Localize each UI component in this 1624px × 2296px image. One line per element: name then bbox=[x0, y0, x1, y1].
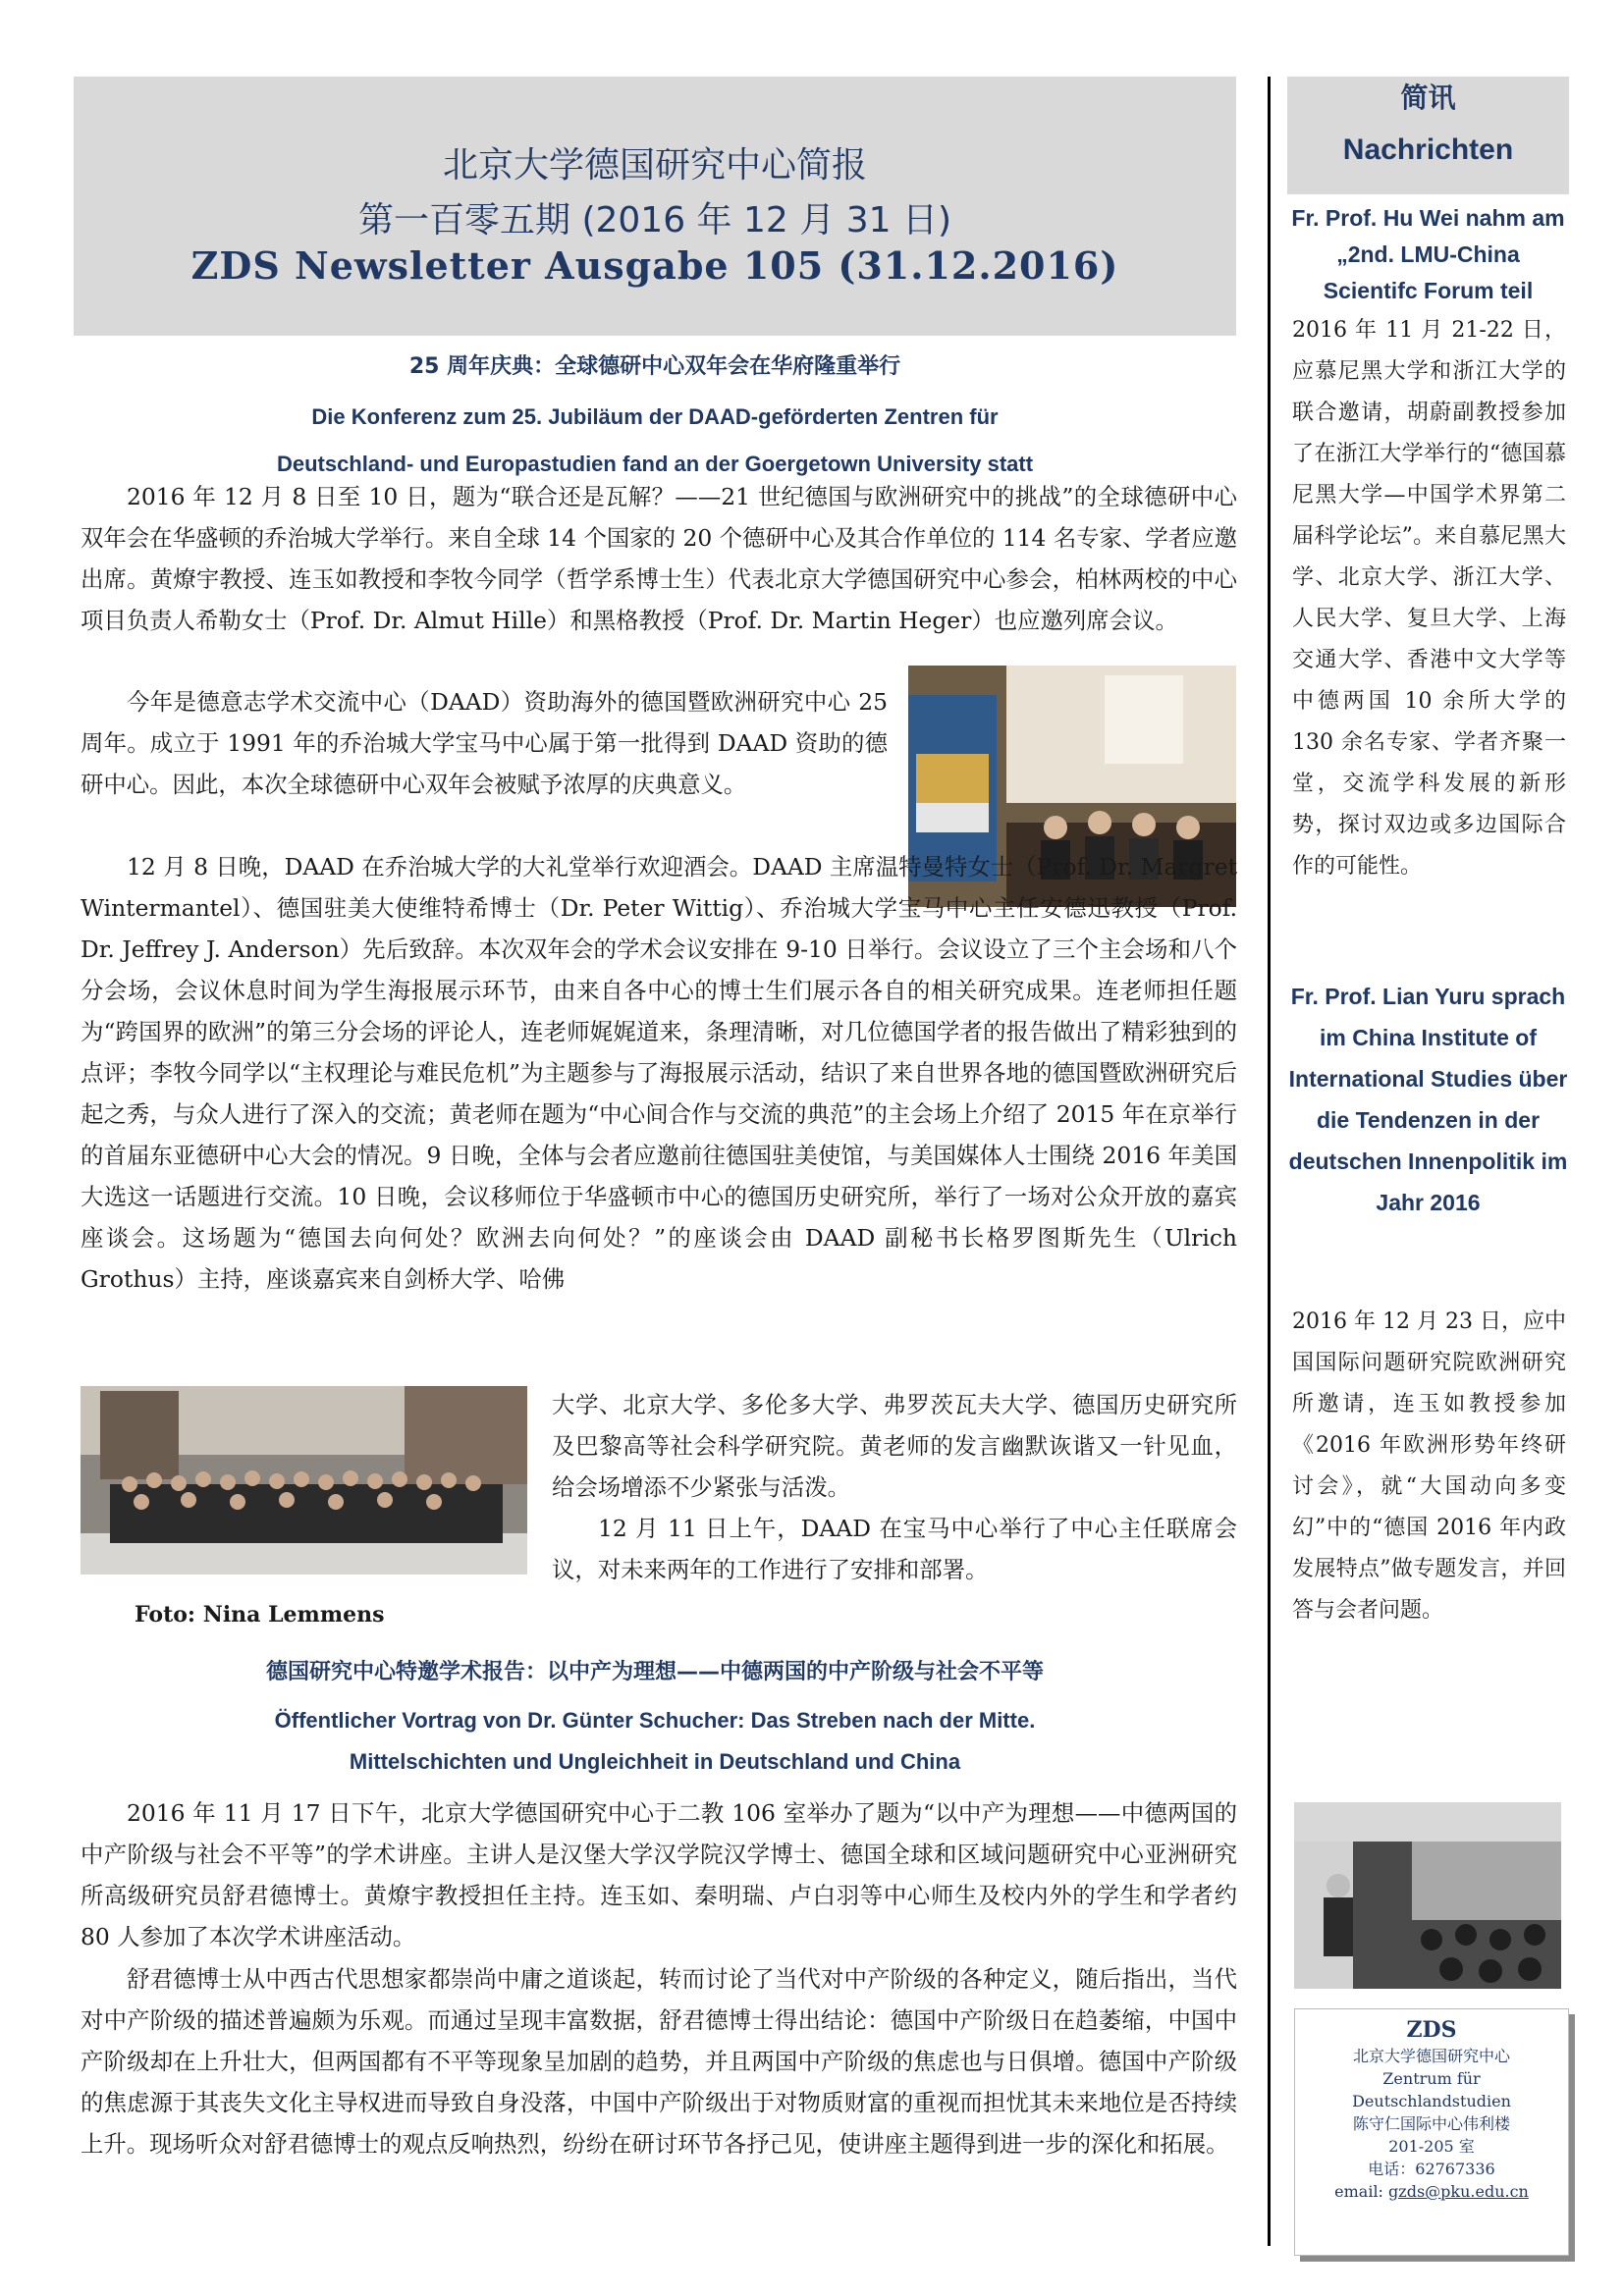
issue-de: ZDS Newsletter Ausgabe 105 (31.12.2016) bbox=[190, 243, 1119, 288]
contact-title: ZDS bbox=[1406, 2017, 1457, 2043]
contact-phone: 电话：62767336 bbox=[1368, 2160, 1495, 2178]
group-photo bbox=[81, 1386, 527, 1575]
photo-caption: Foto: Nina Lemmens bbox=[135, 1602, 385, 1628]
article1-paragraph-1: 2016 年 12 月 8 日至 10 日，题为“联合还是瓦解？——21 世纪德国与欧洲研究中的挑战”的全球德研中心双年会在华盛顿的乔治城大学举行。来自全球 14 个国家的 20 个德研中心及其合作单位的 114 名专家、学者应邀出席。黄燎宇教授、连玉如教授和李牧今同学（哲学系博士生）代表北京大学德国研究中心参会，柏林两校的中心项目负责人希勒女士（Prof. Dr. Almut Hille）和黑格教授（Prof. Dr. Martin Heger）也应邀列席会议。 bbox=[81, 483, 1237, 634]
lecture-photo bbox=[1294, 1802, 1561, 1989]
contact-line-1: 北京大学德国研究中心 bbox=[1352, 2047, 1510, 2065]
article1-title-de-2: Deutschland- und Europastudien fand an der Goergetown University statt bbox=[276, 452, 1034, 476]
article2-paragraph-1: 2016 年 11 月 17 日下午，北京大学德国研究中心于二教 106 室举办了题为“以中产为理想——中德两国的中产阶级与社会不平等”的学术讲座。主讲人是汉堡大学汉学院汉学博士、德国全球和区域问题研究中心亚洲研究所高级研究员舒君德博士。黄燎宇教授担任主持。连玉如、秦明瑞、卢白羽等中心师生及校内外的学生和学者约 80 人参加了本次学术讲座活动。 bbox=[81, 1799, 1237, 1950]
contact-email-link[interactable]: gzds@pku.edu.cn bbox=[1388, 2182, 1529, 2201]
article1-paragraph-4: 12 月 11 日上午，DAAD 在宝马中心举行了中心主任联席会议，对未来两年的工作进行了安排和部署。 bbox=[552, 1515, 1237, 1583]
newsletter-header bbox=[74, 77, 1236, 336]
article1-title-cn: 25 周年庆典：全球德研中心双年会在华府隆重举行 bbox=[408, 354, 901, 379]
contact-line-3: Deutschlandstudien bbox=[1352, 2092, 1511, 2110]
newsletter-title-cn: 北京大学德国研究中心简报 bbox=[442, 145, 867, 186]
news1-body: 2016 年 11 月 21-22 日，应慕尼黑大学和浙江大学的联合邀请，胡蔚副教授参加了在浙江大学举行的“德国慕尼黑大学—中国学术界第二届科学论坛”。来自慕尼黑大学、北京大学、浙江大学、人民大学、复旦大学、上海交通大学、香港中文大学等中德两国 10 余所大学的 130 余名专家、学者齐聚一堂，交流学科发展的新形势，探讨双边或多边国际合作的可能性。 bbox=[1292, 318, 1566, 879]
article1-paragraph-3-cont: 大学、北京大学、多伦多大学、弗罗茨瓦夫大学、德国历史研究所及巴黎高等社会科学研究院。黄老师的发言幽默诙谐又一针见血，给会场增添不少紧张与活泼。 bbox=[552, 1391, 1237, 1501]
sidebar-heading-de: Nachrichten bbox=[1342, 133, 1514, 166]
news1-title: Fr. Prof. Hu Wei nahm am „2nd. LMU-China Scientifc Forum teil bbox=[1291, 205, 1565, 303]
column-divider bbox=[1268, 77, 1271, 2246]
issue-cn: 第一百零五期 (2016 年 12 月 31 日) bbox=[358, 200, 951, 240]
contact-email-row bbox=[1295, 2180, 1568, 2203]
contact-line-5: 201-205 室 bbox=[1388, 2137, 1475, 2156]
contact-box bbox=[1294, 2008, 1569, 2256]
article1-paragraph-2: 今年是德意志学术交流中心（DAAD）资助海外的德国暨欧洲研究中心 25 周年。成立于 1991 年的乔治城大学宝马中心属于第一批得到 DAAD 资助的德研中心。因此，本次全球德研中心双年会被赋予浓厚的庆典意义。 bbox=[81, 688, 888, 798]
contact-line-2: Zentrum für bbox=[1382, 2069, 1481, 2088]
contact-email-label: email: bbox=[1334, 2182, 1389, 2201]
article1-paragraph-3: 12 月 8 日晚，DAAD 在乔治城大学的大礼堂举行欢迎酒会。DAAD 主席温特曼特女士（Prof. Dr. Margret Wintermantel）、德国驻美大使维特希博士（Dr. Peter Wittig）、乔治城大学宝马中心主任安德迅教授（Prof. Dr. Jeffrey J. Anderson）先后致辞。本次双年会的学术会议安排在 9-10 日举行。会议设立了三个主会场和八个分会场，会议休息时间为学生海报展示环节，由来自各中心的博士生们展示各自的相关研究成果。连老师担任题为“跨国界的欧洲”的第三分会场的评论人，连老师娓娓道来，条理清晰，对几位德国学者的报告做出了精彩独到的点评；李牧今同学以“主权理论与难民危机”为主题参与了海报展示活动，结识了来自世界各地的德国暨欧洲研究后起之秀，与众人进行了深入的交流；黄老师在题为“中心间合作与交流的典范”的主会场上介绍了 2015 年在京举行的首届东亚德研中心大会的情况。9 日晚，全体与会者应邀前往德国驻美使馆，与美国媒体人士围绕 2016 年美国大选这一话题进行交流。10 日晚，会议移师位于华盛顿市中心的德国历史研究所，举行了一场对公众开放的嘉宾座谈会。这场题为“德国去向何处？欧洲去向何处？”的座谈会由 DAAD 副秘书长格罗图斯先生（Ulrich Grothus）主持，座谈嘉宾来自剑桥大学、哈佛 bbox=[81, 853, 1237, 1293]
sidebar-heading-cn: 简讯 bbox=[1400, 81, 1456, 114]
article2-paragraph-2: 舒君德博士从中西古代思想家都崇尚中庸之道谈起，转而讨论了当代对中产阶级的各种定义，随后指出，当代对中产阶级的描述普遍颇为乐观。而通过呈现丰富数据，舒君德博士得出结论：德国中产阶级日在趋萎缩，中国中产阶级却在上升壮大，但两国都有不平等现象呈加剧的趋势，并且两国中产阶级的焦虑也与日俱增。德国中产阶级的焦虑源于其丧失文化主导权进而导致自身没落，中国中产阶级出于对物质财富的重视而担忧其未来地位是否持续上升。现场听众对舒君德博士的观点反响热烈，纷纷在研讨环节各抒己见，使讲座主题得到进一步的深化和拓展。 bbox=[81, 1965, 1237, 2158]
sidebar-header bbox=[1287, 77, 1569, 194]
article2-title-cn: 德国研究中心特邀学术报告：以中产为理想——中德两国的中产阶级与社会不平等 bbox=[265, 1660, 1044, 1684]
article1-title-de-1: Die Konferenz zum 25. Jubiläum der DAAD-geförderten Zentren für bbox=[311, 404, 999, 429]
news2-title: Fr. Prof. Lian Yuru sprach im China Institute of International Studies über die Tendenzen in der deutschen Innenpolitik im Jahr 2016 bbox=[1288, 984, 1568, 1215]
news2-body: 2016 年 12 月 23 日，应中国国际问题研究院欧洲研究所邀请，连玉如教授参加《2016 年欧洲形势年终研讨会》，就“大国动向多变幻”中的“德国 2016 年内政发展特点”做专题发言，并回答与会者问题。 bbox=[1292, 1309, 1566, 1623]
contact-line-4: 陈守仁国际中心伟利楼 bbox=[1352, 2114, 1510, 2133]
article2-title-de-1: Öffentlicher Vortrag von Dr. Günter Schucher: Das Streben nach der Mitte. bbox=[274, 1708, 1036, 1733]
article2-title-de-2: Mittelschichten und Ungleichheit in Deutschland und China bbox=[349, 1749, 961, 1774]
